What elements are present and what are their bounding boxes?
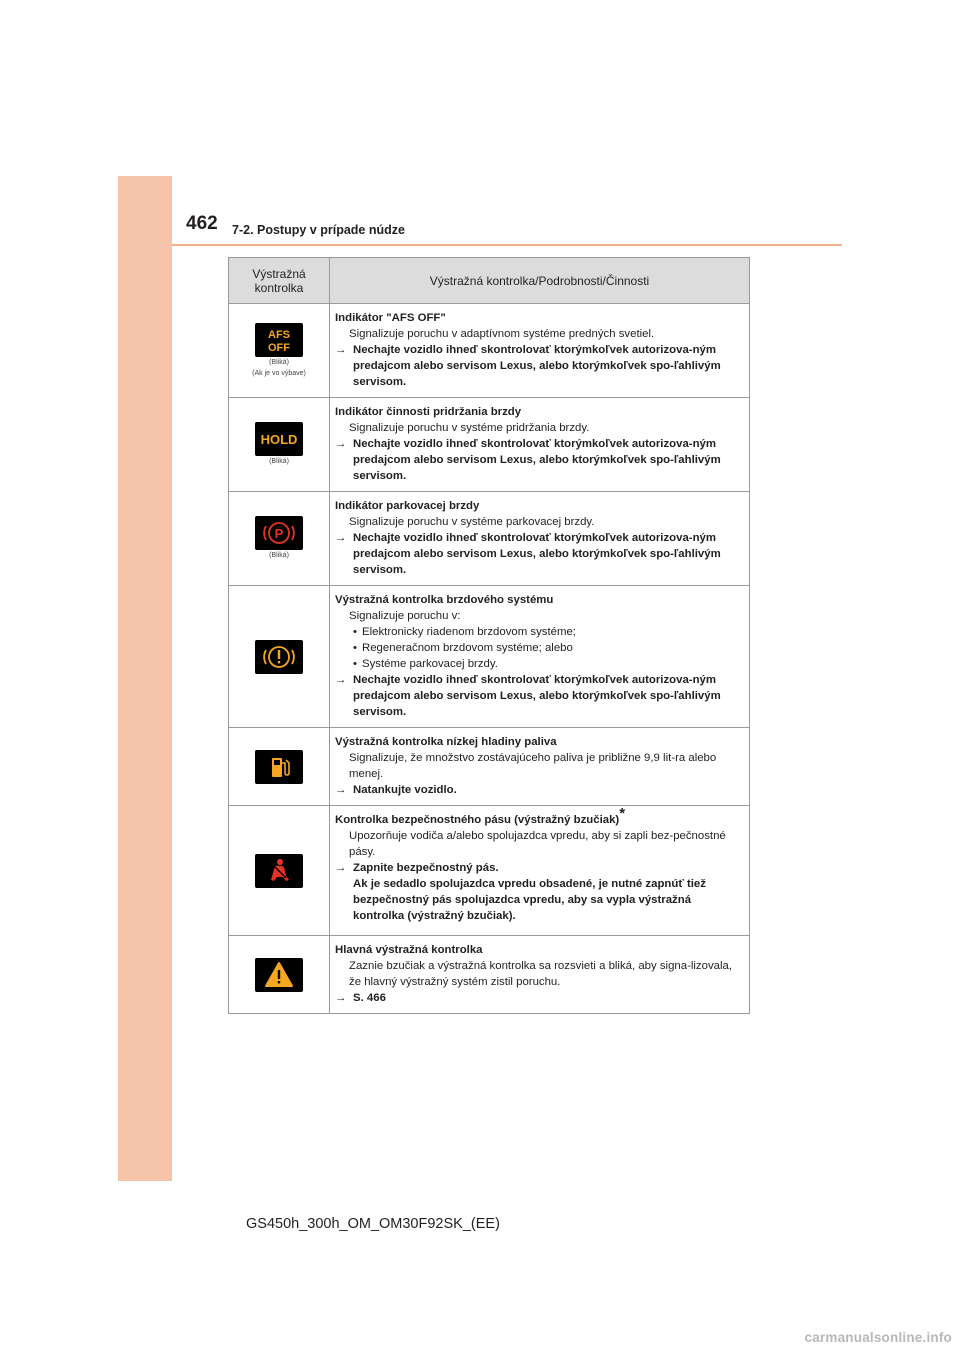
light-title: Indikátor činnosti pridržania brzdy [335, 406, 522, 418]
header-rule [172, 244, 842, 246]
light-cell [229, 586, 330, 728]
master-warning-icon [255, 958, 303, 992]
table-header-row [229, 258, 750, 304]
light-description: Signalizuje poruchu v systéme pridržania brzdy. [349, 422, 590, 434]
document-code: GS450h_300h_OM_OM30F92SK_(EE) [246, 1216, 500, 1232]
light-action: → Natankujte vozidlo. [335, 784, 457, 796]
hold-label: HOLD [260, 432, 298, 448]
light-action: → Nechajte vozidlo ihneď skontrolovať ktorýmkoľvek autorizova-ným predajcom alebo servisom Lexus, alebo ktorýmkoľvek spo-ľahlivým servisom. [335, 438, 721, 482]
hold-icon [255, 422, 303, 456]
light-cell [229, 398, 330, 492]
icon-caption: (Bliká) [269, 552, 289, 560]
light-description: Signalizuje poruchu v systéme parkovacej brzdy. [349, 516, 595, 528]
afs-label: AFS [268, 329, 290, 341]
list-item: • Elektronicky riadenom brzdovom systéme; [353, 626, 576, 638]
table-row [229, 728, 750, 806]
side-band [118, 176, 172, 1181]
column-header-details: Výstražná kontrolka/Podrobnosti/Činnosti [330, 258, 750, 304]
light-title: Hlavná výstražná kontrolka [335, 944, 483, 956]
light-description: Signalizuje, že množstvo zostávajúceho paliva je približne 9,9 lit-ra alebo menej. [349, 752, 717, 780]
light-cell [229, 806, 330, 936]
light-description: Signalizuje poruchu v adaptívnom systéme predných svetiel. [349, 328, 655, 340]
seatbelt-reminder-icon [255, 854, 303, 888]
section-title: 7-2. Postupy v prípade núdze [232, 223, 405, 237]
arrow-right-icon: → [335, 532, 347, 544]
description-cell [330, 936, 750, 1014]
arrow-right-icon: → [335, 344, 347, 356]
arrow-right-icon: → [335, 992, 347, 1004]
light-title: Indikátor parkovacej brzdy [335, 500, 480, 512]
light-title: Výstražná kontrolka brzdového systému [335, 594, 554, 606]
description-cell [330, 586, 750, 728]
icon-caption-equipment: (Ak je vo výbave) [252, 369, 306, 377]
light-description: Zaznie bzučiak a výstražná kontrolka sa rozsvieti a bliká, aby signa-lizovala, že hlavný výstražný systém zistil poruchu. [349, 960, 733, 988]
arrow-right-icon: → [335, 784, 347, 796]
light-subaction: Ak je sedadlo spolujazdca vpredu obsadené, je nutné zapnúť tiež bezpečnostný pás spolujazdca vpredu, aby sa vypla výstražná kontrolka (výstražný bzučiak). [353, 878, 706, 922]
description-cell [330, 304, 750, 398]
icon-caption: (Bliká) [269, 359, 289, 366]
light-cell [229, 304, 330, 398]
column-header-light: Výstražná kontrolka [229, 258, 330, 304]
light-action: → Nechajte vozidlo ihneď skontrolovať ktorýmkoľvek autorizova-ným predajcom alebo servisom Lexus, alebo ktorýmkoľvek spo-ľahlivým servisom. [335, 674, 721, 718]
afs-off-icon [255, 323, 303, 357]
watermark: carmanualsonline.info [804, 1330, 952, 1345]
brake-system-warning-icon [255, 640, 303, 674]
list-item: • Systéme parkovacej brzdy. [353, 658, 498, 670]
low-fuel-icon [255, 750, 303, 784]
light-description: Upozorňuje vodiča a/alebo spolujazdca vpredu, aby si zapli bez-pečnostné pásy. [349, 830, 726, 858]
page-reference-link[interactable]: → S. 466 [335, 992, 386, 1004]
icon-caption: (Bliká) [269, 458, 289, 466]
arrow-right-icon: → [335, 438, 347, 450]
parking-brake-icon [255, 516, 303, 550]
description-cell [330, 492, 750, 586]
table-row [229, 586, 750, 728]
description-cell [330, 398, 750, 492]
light-action: → Zapnite bezpečnostný pás. [335, 862, 499, 874]
warning-lights-table [228, 257, 750, 1014]
arrow-right-icon: → [335, 862, 347, 874]
light-title: Kontrolka bezpečnostného pásu (výstražný bzučiak)* [335, 805, 626, 826]
off-label: OFF [268, 342, 290, 354]
list-item: • Regeneračnom brzdovom systéme; alebo [353, 642, 573, 654]
light-cell [229, 492, 330, 586]
table-row [229, 806, 750, 936]
light-description: Signalizuje poruchu v: [349, 610, 461, 622]
light-action: → Nechajte vozidlo ihneď skontrolovať ktorýmkoľvek autorizova-ným predajcom alebo servisom Lexus, alebo ktorýmkoľvek spo-ľahlivým servisom. [335, 532, 721, 576]
p-label: P [274, 526, 284, 542]
table-row [229, 492, 750, 586]
page-number: 462 [186, 213, 218, 234]
light-cell [229, 936, 330, 1014]
light-title: Výstražná kontrolka nízkej hladiny paliva [335, 736, 557, 748]
arrow-right-icon: → [335, 674, 347, 686]
table-row [229, 936, 750, 1014]
light-action: → Nechajte vozidlo ihneď skontrolovať ktorýmkoľvek autorizova-ným predajcom alebo servisom Lexus, alebo ktorýmkoľvek spo-ľahlivým servisom. [335, 344, 721, 388]
table-row [229, 304, 750, 398]
description-cell [330, 728, 750, 806]
description-cell [330, 806, 750, 936]
table-row [229, 398, 750, 492]
footnote-mark: * [619, 805, 626, 823]
light-cell [229, 728, 330, 806]
light-title: Indikátor "AFS OFF" [335, 312, 446, 324]
